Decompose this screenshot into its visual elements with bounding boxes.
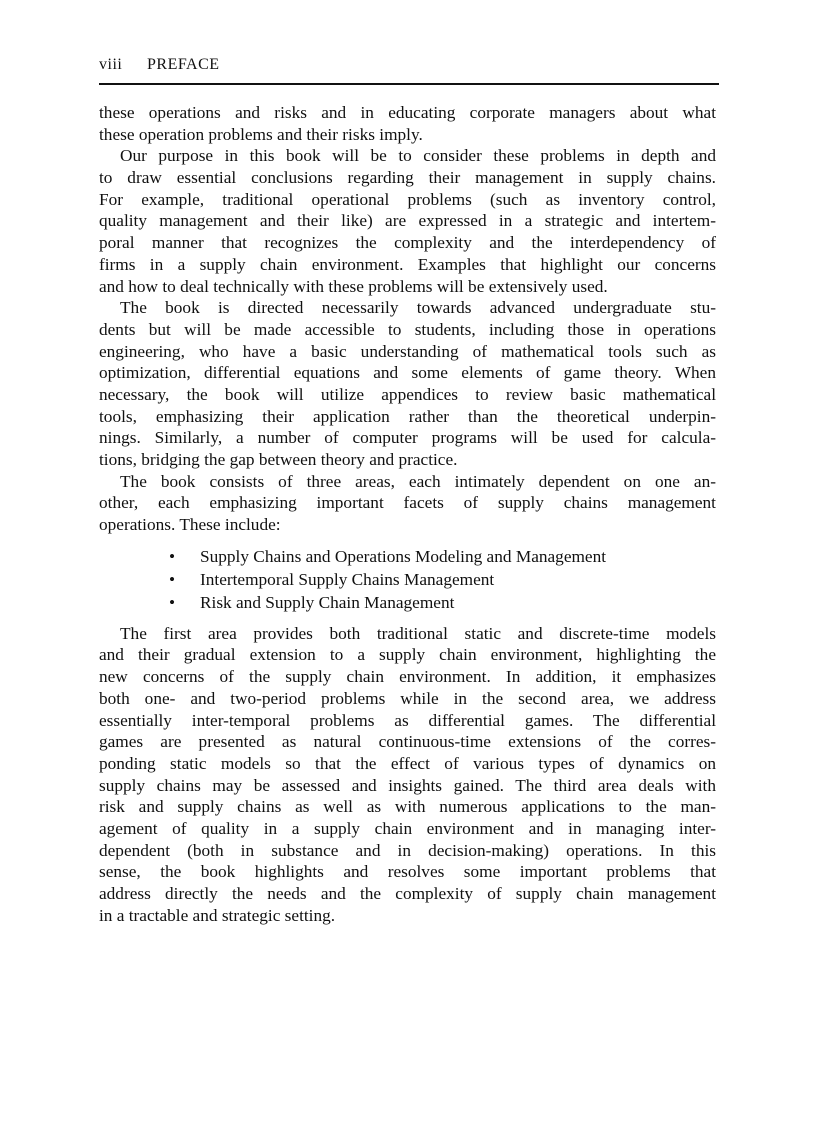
text-line: these operations and risks and in educating corporate managers about what xyxy=(99,103,716,122)
paragraphs-after-list xyxy=(99,623,716,927)
text-line: operations. These include: xyxy=(99,515,281,535)
paragraphs-before-list xyxy=(99,102,716,536)
page-number: viii xyxy=(99,56,123,73)
text-line: For example, traditional operational problems (such as inventory control, xyxy=(99,189,716,209)
bullet-list xyxy=(99,545,716,614)
text-line: The first area provides both traditional static and discrete-time models xyxy=(120,623,716,643)
running-title: PREFACE xyxy=(147,56,220,73)
text-line: ponding static models so that the effect of various types of dynamics on xyxy=(99,753,716,773)
text-line: sense, the book highlights and resolves some important problems that xyxy=(99,862,716,882)
text-line: in a tractable and strategic setting. xyxy=(99,905,336,925)
text-line: quality management and their like) are expressed in a strategic and intertem- xyxy=(99,211,716,231)
text-line: firms in a supply chain environment. Examples that highlight our concerns xyxy=(99,254,716,274)
text-line: and their gradual extension to a supply chain environment, highlighting the xyxy=(99,645,716,665)
paragraph xyxy=(99,102,716,145)
text-line: address directly the needs and the complexity of supply chain management xyxy=(99,884,716,903)
header-rule xyxy=(99,83,719,85)
text-line: tions, bridging the gap between theory and practice. xyxy=(99,450,458,469)
text-line: these operation problems and their risks imply. xyxy=(99,124,423,144)
text-line: Our purpose in this book will be to consider these problems in depth and xyxy=(120,146,716,166)
text-line: tools, emphasizing their application rather than the theoretical underpin- xyxy=(99,406,716,426)
text-line: and how to deal technically with these problems will be extensively used. xyxy=(99,276,608,296)
bullet-text: Risk and Supply Chain Management xyxy=(200,592,455,612)
bullet-icon: • xyxy=(169,569,176,589)
bullet-text: Supply Chains and Operations Modeling and Management xyxy=(200,546,607,566)
text-line: agement of quality in a supply chain environment and in managing inter- xyxy=(99,818,716,838)
text-line: optimization, differential equations and some elements of game theory. When xyxy=(99,363,716,383)
text-line: dents but will be made accessible to students, including those in operations xyxy=(99,319,716,339)
paragraph xyxy=(99,297,716,471)
text-line: essentially inter-temporal problems as differential games. The differential xyxy=(99,710,716,730)
page-body xyxy=(99,102,716,926)
running-header xyxy=(99,56,220,74)
bullet-icon: • xyxy=(169,546,176,566)
text-line: The book is directed necessarily towards advanced undergraduate stu- xyxy=(120,298,716,318)
text-line: nings. Similarly, a number of computer programs will be used for calcula- xyxy=(99,428,716,448)
text-line: both one- and two-period problems while in the second area, we address xyxy=(99,688,716,708)
bullet-item xyxy=(99,545,716,568)
paragraph xyxy=(99,623,716,927)
paragraph xyxy=(99,471,716,536)
text-line: poral manner that recognizes the complexity and the interdependency of xyxy=(99,233,716,253)
text-line: to draw essential conclusions regarding their management in supply chains. xyxy=(99,168,716,188)
bullet-icon: • xyxy=(169,592,176,612)
text-line: necessary, the book will utilize appendices to review basic mathematical xyxy=(99,384,716,404)
text-line: new concerns of the supply chain environment. In addition, it emphasizes xyxy=(99,667,716,687)
bullet-item xyxy=(99,591,716,614)
text-line: risk and supply chains as well as with numerous applications to the man- xyxy=(99,797,716,817)
text-line: games are presented as natural continuous-time extensions of the corres- xyxy=(99,732,716,752)
text-line: supply chains may be assessed and insights gained. The third area deals with xyxy=(99,775,716,795)
paragraph xyxy=(99,145,716,297)
text-line: The book consists of three areas, each intimately dependent on one an- xyxy=(120,471,716,491)
bullet-item xyxy=(99,568,716,591)
text-line: dependent (both in substance and in decision-making) operations. In this xyxy=(99,840,716,860)
text-line: engineering, who have a basic understanding of mathematical tools such as xyxy=(99,341,716,361)
text-line: other, each emphasizing important facets of supply chains management xyxy=(99,493,716,513)
bullet-text: Intertemporal Supply Chains Management xyxy=(200,569,495,589)
